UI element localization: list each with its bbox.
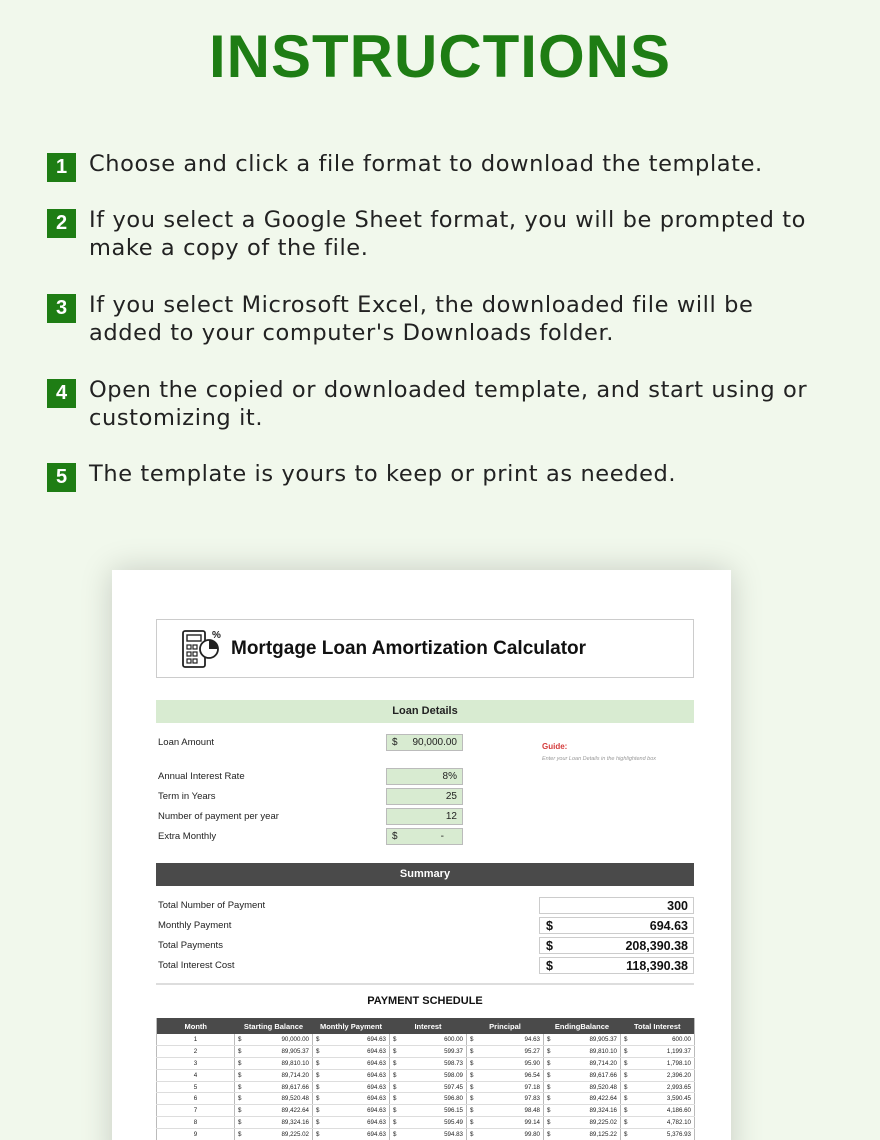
table-cell: 3	[157, 1058, 235, 1070]
cell-value: 596.80	[444, 1095, 463, 1103]
currency-symbol: $	[547, 1059, 551, 1067]
table-cell	[235, 1069, 313, 1081]
currency-symbol: $	[393, 1107, 397, 1115]
table-cell	[621, 1058, 695, 1070]
table-cell	[467, 1081, 544, 1093]
table-cell	[544, 1058, 621, 1070]
extra-monthly-label: Extra Monthly	[158, 831, 217, 842]
payment-schedule-table	[156, 1018, 695, 1140]
cell-value: 2,396.20	[666, 1071, 691, 1079]
cell-value: 600.00	[444, 1036, 463, 1044]
table-cell: 2	[157, 1046, 235, 1058]
cell-value: 600.00	[672, 1036, 691, 1044]
table-cell	[313, 1046, 390, 1058]
cell-value: 89,324.16	[589, 1107, 617, 1115]
total-number-payment-value: 300	[667, 899, 688, 913]
step-number-badge: 3	[47, 294, 76, 323]
table-cell	[390, 1093, 467, 1105]
monthly-payment-label: Monthly Payment	[158, 920, 232, 931]
step-text-line: Choose and click a file format to download the template.	[89, 151, 763, 177]
table-cell	[467, 1093, 544, 1105]
currency-symbol: $	[470, 1059, 474, 1067]
currency-symbol: $	[316, 1107, 320, 1115]
currency-symbol: $	[393, 1095, 397, 1103]
table-cell	[235, 1093, 313, 1105]
total-payments-value-box	[539, 937, 694, 954]
step-number-badge: 4	[47, 379, 76, 408]
table-cell	[390, 1046, 467, 1058]
currency-symbol: $	[392, 737, 398, 748]
table-cell	[390, 1105, 467, 1117]
cell-value: 597.45	[444, 1083, 463, 1091]
column-header: EndingBalance	[544, 1018, 621, 1034]
total-interest-value-box	[539, 957, 694, 974]
currency-symbol: $	[393, 1036, 397, 1044]
table-cell: 5	[157, 1081, 235, 1093]
currency-symbol: $	[547, 1036, 551, 1044]
currency-symbol: $	[547, 1130, 551, 1138]
table-cell	[621, 1105, 695, 1117]
cell-value: 94.63	[524, 1036, 540, 1044]
currency-symbol: $	[238, 1130, 242, 1138]
loan-details-header: Loan Details	[156, 700, 694, 723]
currency-symbol: $	[238, 1071, 242, 1079]
guide-label: Guide:	[542, 742, 568, 751]
currency-symbol: $	[393, 1059, 397, 1067]
currency-symbol: $	[316, 1036, 320, 1044]
payment-schedule-title: PAYMENT SCHEDULE	[367, 995, 483, 1007]
total-number-payment-label: Total Number of Payment	[158, 900, 266, 911]
interest-rate-value: 8%	[442, 771, 457, 782]
cell-value: 1,199.37	[666, 1048, 691, 1056]
table-cell	[467, 1105, 544, 1117]
currency-symbol: $	[546, 939, 553, 953]
currency-symbol: $	[624, 1095, 628, 1103]
cell-value: 89,520.48	[589, 1083, 617, 1091]
currency-symbol: $	[238, 1083, 242, 1091]
currency-symbol: $	[547, 1118, 551, 1126]
cell-value: 89,714.20	[281, 1071, 309, 1079]
step-text	[89, 291, 753, 347]
currency-symbol: $	[316, 1059, 320, 1067]
payments-per-year-input[interactable]	[386, 808, 463, 825]
currency-symbol: $	[624, 1071, 628, 1079]
guide-text: Enter your Loan Details in the highlightend box	[542, 756, 657, 762]
monthly-payment-value-box	[539, 917, 694, 934]
table-cell	[235, 1081, 313, 1093]
step-text-line: The template is yours to keep or print as needed.	[89, 461, 677, 487]
currency-symbol: $	[393, 1130, 397, 1138]
sheet-header	[156, 619, 694, 678]
table-cell: 9	[157, 1128, 235, 1140]
step-number-badge: 5	[47, 463, 76, 492]
table-cell	[235, 1117, 313, 1129]
total-number-payment-value-box	[539, 897, 694, 914]
table-cell	[544, 1105, 621, 1117]
table-row	[157, 1081, 695, 1093]
table-cell	[467, 1117, 544, 1129]
table-cell	[235, 1105, 313, 1117]
table-cell	[544, 1046, 621, 1058]
currency-symbol: $	[470, 1130, 474, 1138]
currency-symbol: $	[393, 1118, 397, 1126]
table-row	[157, 1105, 695, 1117]
table-cell	[390, 1058, 467, 1070]
cell-value: 599.37	[444, 1048, 463, 1056]
cell-value: 694.63	[367, 1083, 386, 1091]
instruction-step	[47, 291, 847, 347]
section-divider	[156, 983, 694, 985]
cell-value: 694.63	[367, 1107, 386, 1115]
cell-value: 596.15	[444, 1107, 463, 1115]
currency-symbol: $	[316, 1083, 320, 1091]
cell-value: 5,376.93	[666, 1130, 691, 1138]
table-cell	[621, 1034, 695, 1046]
currency-symbol: $	[316, 1048, 320, 1056]
step-number-badge: 2	[47, 209, 76, 238]
currency-symbol: $	[238, 1059, 242, 1067]
svg-text:%: %	[212, 629, 221, 641]
currency-symbol: $	[547, 1048, 551, 1056]
table-cell	[467, 1069, 544, 1081]
currency-symbol: $	[547, 1071, 551, 1079]
currency-symbol: $	[624, 1048, 628, 1056]
instruction-step	[47, 150, 847, 182]
table-cell	[621, 1069, 695, 1081]
instruction-step	[47, 206, 847, 262]
cell-value: 694.63	[367, 1048, 386, 1056]
currency-symbol: $	[546, 919, 553, 933]
currency-symbol: $	[393, 1071, 397, 1079]
currency-symbol: $	[547, 1107, 551, 1115]
cell-value: 89,617.66	[281, 1083, 309, 1091]
currency-symbol: $	[624, 1036, 628, 1044]
cell-value: 694.63	[367, 1095, 386, 1103]
cell-value: 694.63	[367, 1130, 386, 1138]
table-cell	[621, 1117, 695, 1129]
currency-symbol: $	[470, 1083, 474, 1091]
summary-header: Summary	[156, 863, 694, 886]
currency-symbol: $	[624, 1107, 628, 1115]
table-cell	[313, 1034, 390, 1046]
column-header: Month	[157, 1018, 235, 1034]
currency-symbol: $	[238, 1107, 242, 1115]
table-row	[157, 1034, 695, 1046]
currency-symbol: $	[238, 1036, 242, 1044]
cell-value: 89,125.22	[589, 1130, 617, 1138]
step-text-line: make a copy of the file.	[89, 235, 369, 261]
currency-symbol: $	[624, 1059, 628, 1067]
table-cell	[235, 1128, 313, 1140]
table-cell: 1	[157, 1034, 235, 1046]
table-row	[157, 1046, 695, 1058]
table-cell: 8	[157, 1117, 235, 1129]
total-payments-label: Total Payments	[158, 940, 223, 951]
table-cell	[544, 1034, 621, 1046]
table-cell: 6	[157, 1093, 235, 1105]
cell-value: 598.73	[444, 1059, 463, 1067]
cell-value: 89,225.02	[281, 1130, 309, 1138]
step-text-line: If you select Microsoft Excel, the downloaded file will be	[89, 292, 754, 318]
table-cell	[467, 1034, 544, 1046]
sheet-title: Mortgage Loan Amortization Calculator	[231, 637, 587, 659]
cell-value: 89,422.64	[281, 1107, 309, 1115]
currency-symbol: $	[316, 1071, 320, 1079]
table-cell	[544, 1093, 621, 1105]
table-cell	[621, 1093, 695, 1105]
currency-symbol: $	[238, 1095, 242, 1103]
table-cell	[544, 1117, 621, 1129]
step-number-badge: 1	[47, 153, 76, 182]
step-text-line: added to your computer's Downloads folder.	[89, 320, 615, 346]
instruction-step	[47, 376, 847, 432]
currency-symbol: $	[470, 1036, 474, 1044]
cell-value: 1,798.10	[666, 1059, 691, 1067]
table-cell	[467, 1128, 544, 1140]
currency-symbol: $	[624, 1130, 628, 1138]
payments-per-year-label: Number of payment per year	[158, 811, 279, 822]
cell-value: 95.90	[524, 1059, 540, 1067]
term-years-value: 25	[445, 791, 457, 802]
cell-value: 4,186.60	[666, 1107, 691, 1115]
currency-symbol: $	[316, 1095, 320, 1103]
table-cell	[621, 1128, 695, 1140]
column-header: Principal	[467, 1018, 544, 1034]
currency-symbol: $	[470, 1048, 474, 1056]
cell-value: 598.09	[444, 1071, 463, 1079]
currency-symbol: $	[238, 1048, 242, 1056]
column-header: Monthly Payment	[313, 1018, 390, 1034]
cell-value: 694.63	[367, 1059, 386, 1067]
table-cell	[467, 1046, 544, 1058]
cell-value: 89,810.10	[281, 1059, 309, 1067]
cell-value: 89,324.16	[281, 1118, 309, 1126]
cell-value: 694.63	[367, 1118, 386, 1126]
cell-value: 89,810.10	[589, 1048, 617, 1056]
cell-value: 594.83	[444, 1130, 463, 1138]
table-cell	[313, 1117, 390, 1129]
table-row	[157, 1117, 695, 1129]
cell-value: 595.49	[444, 1118, 463, 1126]
cell-value: 98.48	[524, 1107, 540, 1115]
table-body	[157, 1034, 695, 1140]
table-cell	[313, 1093, 390, 1105]
table-cell	[390, 1069, 467, 1081]
step-text	[89, 376, 807, 432]
instruction-step	[47, 460, 847, 492]
term-years-label: Term in Years	[158, 791, 216, 802]
cell-value: 89,905.37	[589, 1036, 617, 1044]
currency-symbol: $	[547, 1083, 551, 1091]
currency-symbol: $	[546, 959, 553, 973]
cell-value: 90,000.00	[281, 1036, 309, 1044]
extra-monthly-value: -	[440, 831, 444, 842]
cell-value: 694.63	[367, 1071, 386, 1079]
cell-value: 99.80	[524, 1130, 540, 1138]
table-cell	[544, 1128, 621, 1140]
currency-symbol: $	[470, 1118, 474, 1126]
currency-symbol: $	[470, 1107, 474, 1115]
cell-value: 97.83	[524, 1095, 540, 1103]
total-interest-value: 118,390.38	[626, 959, 688, 973]
table-row	[157, 1128, 695, 1140]
currency-symbol: $	[316, 1118, 320, 1126]
cell-value: 89,617.66	[589, 1071, 617, 1079]
column-header: Starting Balance	[235, 1018, 313, 1034]
total-interest-label: Total Interest Cost	[158, 960, 235, 971]
step-text	[89, 206, 806, 262]
table-cell: 7	[157, 1105, 235, 1117]
cell-value: 99.14	[524, 1118, 540, 1126]
interest-rate-label: Annual Interest Rate	[158, 771, 245, 782]
total-payments-value: 208,390.38	[625, 939, 688, 953]
table-cell	[235, 1046, 313, 1058]
interest-rate-input[interactable]	[386, 768, 463, 785]
cell-value: 97.18	[524, 1083, 540, 1091]
currency-symbol: $	[624, 1083, 628, 1091]
table-cell	[313, 1081, 390, 1093]
column-header: Total Interest	[621, 1018, 695, 1034]
table-cell	[467, 1058, 544, 1070]
cell-value: 95.27	[524, 1048, 540, 1056]
cell-value: 96.54	[524, 1071, 540, 1079]
table-row	[157, 1058, 695, 1070]
table-cell	[544, 1069, 621, 1081]
table-cell	[544, 1081, 621, 1093]
currency-symbol: $	[316, 1130, 320, 1138]
extra-monthly-input[interactable]	[386, 828, 463, 845]
term-years-input[interactable]	[386, 788, 463, 805]
currency-symbol: $	[470, 1095, 474, 1103]
table-row	[157, 1069, 695, 1081]
table-cell	[313, 1058, 390, 1070]
column-header: Interest	[390, 1018, 467, 1034]
payments-per-year-value: 12	[445, 811, 457, 822]
step-text-line: Open the copied or downloaded template, and start using or	[89, 377, 808, 403]
cell-value: 89,714.20	[589, 1059, 617, 1067]
table-row	[157, 1093, 695, 1105]
table-cell	[235, 1058, 313, 1070]
page-title: INSTRUCTIONS	[209, 23, 671, 90]
table-cell	[235, 1034, 313, 1046]
table-cell	[313, 1128, 390, 1140]
cell-value: 2,993.65	[666, 1083, 691, 1091]
template-preview	[112, 570, 731, 1140]
cell-value: 89,225.02	[589, 1118, 617, 1126]
step-text	[89, 460, 676, 492]
table-cell	[390, 1034, 467, 1046]
currency-symbol: $	[393, 1048, 397, 1056]
currency-symbol: $	[470, 1071, 474, 1079]
step-text-line: customizing it.	[89, 405, 264, 431]
currency-symbol: $	[392, 831, 398, 842]
table-cell	[390, 1081, 467, 1093]
currency-symbol: $	[238, 1118, 242, 1126]
loan-amount-value: 90,000.00	[412, 737, 457, 748]
cell-value: 89,905.37	[281, 1048, 309, 1056]
cell-value: 3,590.45	[666, 1095, 691, 1103]
table-header-row	[157, 1018, 695, 1034]
step-text	[89, 150, 763, 182]
cell-value: 694.63	[367, 1036, 386, 1044]
table-cell	[313, 1069, 390, 1081]
loan-amount-input[interactable]	[386, 734, 463, 751]
table-cell	[390, 1117, 467, 1129]
currency-symbol: $	[624, 1118, 628, 1126]
cell-value: 89,520.48	[281, 1095, 309, 1103]
cell-value: 89,422.64	[589, 1095, 617, 1103]
table-cell	[621, 1046, 695, 1058]
calculator-percent-icon	[181, 628, 223, 670]
currency-symbol: $	[547, 1095, 551, 1103]
table-cell: 4	[157, 1069, 235, 1081]
loan-amount-label: Loan Amount	[158, 737, 214, 748]
table-cell	[621, 1081, 695, 1093]
step-text-line: If you select a Google Sheet format, you will be prompted to	[89, 207, 806, 233]
monthly-payment-value: 694.63	[649, 919, 688, 933]
currency-symbol: $	[393, 1083, 397, 1091]
table-cell	[390, 1128, 467, 1140]
table-cell	[313, 1105, 390, 1117]
cell-value: 4,782.10	[666, 1118, 691, 1126]
